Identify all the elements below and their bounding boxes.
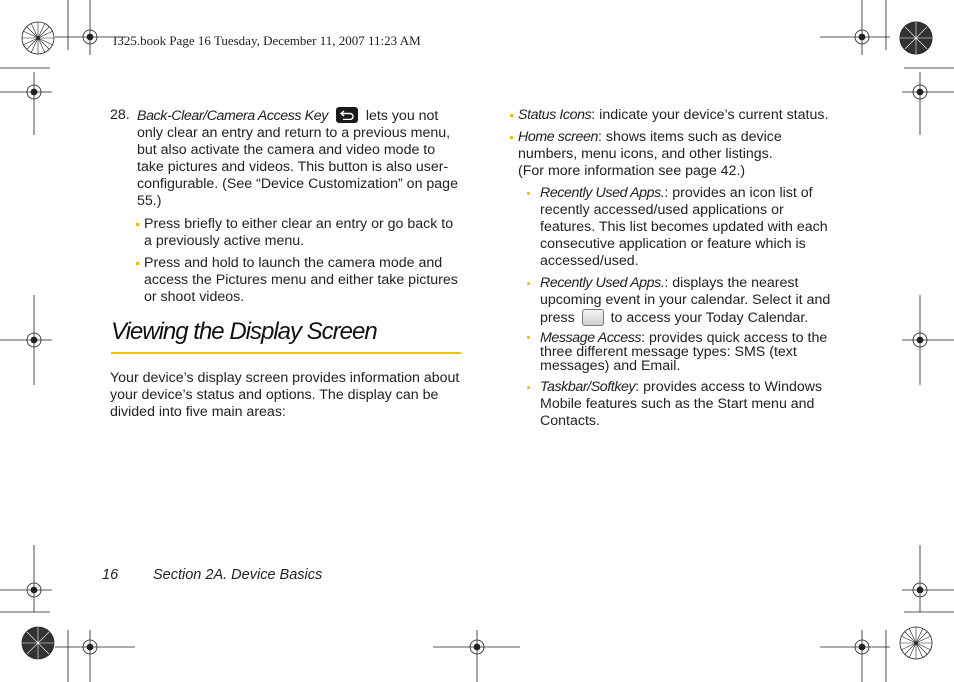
sub-item-title: Message Access [540,330,642,346]
item-title: Back-Clear/Camera Access Key [137,108,328,124]
home-screen-text: : shows items such as device numbers, menu icons, and other listings. [518,129,782,162]
sub-item-text: : provides access to Windows Mobile features such as the Start menu and Contacts. [540,379,823,429]
back-key-icon [336,107,358,123]
sub-list-item [526,185,835,270]
sub-list-item [526,275,835,327]
sub-list-item [526,379,835,430]
sub-item-title: Recently Used Apps. [540,275,665,291]
item-28-text [110,107,462,210]
intro-paragraph: Your device’s display screen provides information about your device’s status and options. The display can be divided into five main areas: [110,370,460,420]
home-screen-title: Home screen [518,129,598,145]
sub-item-text: : displays the nearest upcoming event in your calendar. Select it and press [540,275,831,326]
section-footer: Section 2A. Device Basics [153,567,323,583]
list-item [510,129,835,180]
bullet-icon [527,192,530,195]
sub-item-text: : provides an icon list of recently accessed/used applications or features. This list becomes updated with each consecutive application or feature which is accessed/used. [540,185,828,269]
sub-item-title: Recently Used Apps. [540,185,665,201]
bullet-icon [527,336,530,339]
list-item [136,216,462,250]
softkey-icon [582,309,604,326]
bullet-icon [136,262,139,265]
sub-item-text: : provides quick access to the three different message types: SMS (text messages) and Email. [540,330,828,374]
print-header: I325.book Page 16 Tuesday, December 11, 2007 11:23 AM [113,33,421,48]
home-screen-note: (For more information see page 42.) [518,163,746,179]
list-item [510,107,835,124]
bullet-text: Press and hold to launch the camera mode and access the Pictures menu and either take pictures or shoot videos. [144,255,458,305]
item-28 [110,107,462,306]
bullet-icon [510,136,513,139]
bullet-icon [527,386,530,389]
status-icons-title: Status Icons [518,107,592,123]
sub-item-title: Taskbar/Softkey [540,379,636,395]
status-icons-text: : indicate your device’s current status. [591,107,829,123]
sub-list-item [526,331,835,373]
item-description: lets you not only clear an entry and return to a previous menu, but also activate the camera and video mode to take pictures and videos. This button is also user-configurable. (See “Device Customization” on page 55.) [137,108,458,209]
bullet-icon [510,114,513,117]
bullet-icon [527,282,530,285]
list-item [136,255,462,306]
page-number: 16 [102,567,119,583]
section-heading: Viewing the Display Screen [111,318,461,354]
display-areas-list [510,107,835,430]
bullet-text: Press briefly to either clear an entry or go back to a previously active menu. [144,216,454,249]
sub-item-text: to access your Today Calendar. [610,310,809,326]
item-number: 28. [110,107,130,123]
bullet-icon [136,223,139,226]
